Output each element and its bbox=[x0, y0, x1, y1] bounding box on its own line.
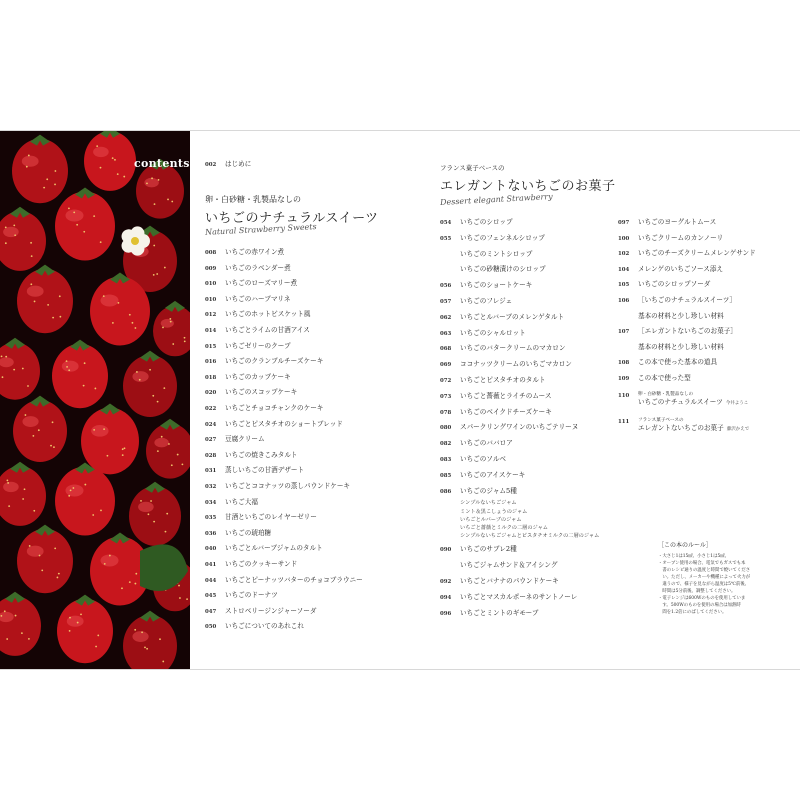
strawberry-shape bbox=[0, 592, 41, 656]
page-number: 014 bbox=[205, 328, 217, 334]
entry-title: いちごのドーナツ bbox=[225, 591, 278, 600]
toc-entry bbox=[618, 280, 710, 290]
toc-entry bbox=[440, 545, 517, 555]
entry-title: いちご大福 bbox=[225, 497, 258, 506]
entry-title: いちごのベイクドチーズケーキ bbox=[460, 407, 552, 416]
page-number: 054 bbox=[440, 220, 452, 226]
toc-entry bbox=[440, 281, 532, 291]
page-number: 110 bbox=[618, 392, 630, 399]
toc-entry bbox=[440, 313, 564, 323]
strawberry-shape bbox=[55, 188, 115, 261]
entry-title: いちごとバナナのパウンドケーキ bbox=[460, 577, 559, 585]
toc-entry bbox=[205, 529, 271, 539]
entry-title: いちごのミントシロップ bbox=[460, 249, 533, 258]
rule-line: 時間は5分前後、調整してください。 bbox=[658, 589, 736, 594]
entry-title: いちごとピスタチオのショートブレッド bbox=[225, 419, 343, 428]
toc-entry bbox=[618, 374, 691, 384]
jam-variant: シンプルないちごジャム bbox=[460, 500, 517, 507]
page-number: 008 bbox=[205, 250, 217, 256]
toc-entry bbox=[618, 343, 724, 352]
page-number: 045 bbox=[205, 593, 217, 600]
intro-entry: 002 はじめに bbox=[205, 160, 252, 168]
toc-entry bbox=[440, 408, 552, 418]
strawberry-shape bbox=[17, 265, 73, 334]
rule-line: す。500Wのものを使用の場合は加熱時 bbox=[658, 603, 741, 608]
toc-entry bbox=[205, 498, 258, 508]
section1-title: いちごのナチュラルスイーツ bbox=[205, 211, 379, 226]
section2-subtitle: フランス菓子ベースの bbox=[440, 164, 505, 172]
entry-title: いちごと薔薇とライチのムース bbox=[460, 391, 552, 400]
page-number: 062 bbox=[440, 314, 452, 321]
entry-title: いちごのジャム5種 bbox=[460, 486, 517, 495]
toc-entry bbox=[440, 593, 577, 603]
entry-title: いちごジャムサンド＆アイシング bbox=[460, 561, 558, 570]
toc-entry bbox=[440, 561, 557, 570]
page-number: 055 bbox=[440, 235, 452, 242]
page-number: 015 bbox=[205, 343, 217, 350]
rule-line: い。ただし、メーカーや機種によって火力が bbox=[658, 575, 751, 580]
rule-line: 書のレシピ通りの温度と時間で焼いてくださ bbox=[658, 568, 751, 573]
page-number: 092 bbox=[440, 579, 452, 585]
page-number: 104 bbox=[618, 266, 630, 273]
entry-title: いちごのシャルロット bbox=[460, 328, 526, 337]
toc-entry bbox=[440, 360, 572, 370]
entry-title: いちごのショートケーキ bbox=[460, 281, 533, 290]
entry-title: いちごのホットビスケット風 bbox=[225, 310, 311, 319]
page-number: 024 bbox=[205, 421, 217, 428]
entry-title: いちごのアイスケーキ bbox=[460, 470, 526, 479]
author-credit bbox=[618, 418, 749, 434]
page-number: 031 bbox=[205, 468, 217, 475]
credit-author: 藤沢かえで bbox=[726, 426, 750, 432]
entry-title: 蒸しいちごの甘酒デザート bbox=[225, 466, 305, 475]
toc-entry bbox=[440, 344, 566, 354]
entry-title: この本で使った型 bbox=[638, 374, 691, 382]
entry-title: ［いちごのナチュラルスイーツ］ bbox=[638, 296, 736, 304]
entry-title: いちごのスコップケーキ bbox=[225, 388, 298, 397]
toc-entry bbox=[205, 435, 265, 445]
toc-entry bbox=[440, 487, 517, 497]
page-number: 035 bbox=[205, 515, 217, 522]
entry-title: メレンゲのいちごソース添え bbox=[638, 264, 724, 273]
page-number: 102 bbox=[618, 251, 630, 258]
entry-title: いちごのラベンダー煮 bbox=[225, 263, 291, 272]
strawberry-shape bbox=[12, 135, 68, 204]
jam-variant: いちごと薔薇とミルクの二層のジャム bbox=[460, 525, 548, 531]
page-number: 016 bbox=[205, 359, 217, 366]
entry-title: いちごのローズマリー煮 bbox=[225, 279, 298, 288]
page-number: 057 bbox=[440, 299, 452, 305]
page-number: 069 bbox=[440, 362, 452, 369]
toc-entry bbox=[205, 357, 323, 367]
entry-title: ストロベリージンジャーソーダ bbox=[225, 606, 317, 615]
page-number: 009 bbox=[205, 265, 217, 272]
entry-title: いちごの砂糖漬けのシロップ bbox=[460, 265, 546, 274]
entry-title: 基本の材料と少し珍しい材料 bbox=[638, 342, 724, 351]
toc-entry bbox=[205, 466, 304, 476]
entry-title: いちごのチーズクリームメレンゲサンド bbox=[638, 249, 756, 258]
toc-entry bbox=[205, 482, 350, 492]
rule-line: 間を1.2倍にのばしてください。 bbox=[658, 610, 727, 615]
page-number: 086 bbox=[440, 488, 452, 495]
entry-title: いちごとルバーブのメレンゲタルト bbox=[460, 312, 565, 321]
page-number: 096 bbox=[440, 610, 452, 617]
page-number: 090 bbox=[440, 547, 452, 554]
page-number: 063 bbox=[440, 330, 452, 337]
entry-title: いちごとミントのギモーブ bbox=[460, 608, 539, 617]
entry-title: いちごのサブレ2種 bbox=[460, 545, 517, 554]
rule-line: ・大さじ1は15㎖、小さじ1は5㎖。 bbox=[658, 554, 730, 559]
section2-title: エレガントないちごのお菓子 bbox=[440, 179, 616, 194]
credit-title: いちごのナチュラルスイーツ bbox=[638, 397, 723, 406]
entry-title: いちごとライムの甘酒アイス bbox=[225, 326, 310, 334]
toc-entry bbox=[440, 376, 546, 386]
page-number: 028 bbox=[205, 452, 217, 459]
strawberry-shape bbox=[81, 404, 139, 475]
toc-entry bbox=[205, 373, 291, 383]
section2-script: Dessert elegant Strawberry bbox=[439, 192, 553, 207]
entry-title: いちごクリームのカンノーリ bbox=[638, 233, 724, 242]
toc-entry bbox=[205, 248, 284, 258]
toc-entry bbox=[440, 265, 546, 274]
toc-entry bbox=[205, 622, 304, 632]
toc-entry bbox=[618, 234, 723, 244]
section1-subtitle: 卵・白砂糖・乳製品なしの bbox=[205, 195, 301, 204]
page-number: 100 bbox=[618, 235, 630, 242]
strawberry-shape bbox=[0, 338, 40, 400]
toc-entry bbox=[440, 471, 525, 481]
page-number: 034 bbox=[205, 499, 217, 506]
entry-title: いちごとココナッツの蒸しパウンドケーキ bbox=[225, 482, 351, 490]
page-number: 036 bbox=[205, 530, 217, 537]
toc-entry bbox=[205, 576, 363, 586]
page-number: 044 bbox=[205, 577, 217, 584]
entry-title: いちごのクランブルチーズケーキ bbox=[225, 357, 324, 366]
strawberry-shape bbox=[129, 482, 181, 546]
entry-title: この本で使った基本の道具 bbox=[638, 358, 718, 367]
page-number: 041 bbox=[205, 562, 217, 568]
toc-entry bbox=[618, 249, 756, 259]
toc-entry bbox=[440, 218, 513, 228]
entry-title: いちごのヨーグルトムース bbox=[638, 218, 717, 226]
credit-subtitle: 卵・白砂糖・乳製品なしの bbox=[638, 391, 694, 397]
toc-entry bbox=[618, 265, 723, 275]
entry-title: いちごのバタークリームのマカロン bbox=[460, 344, 566, 353]
credit-subtitle: フランス菓子ベースの bbox=[638, 417, 684, 423]
entry-title: いちごのカップケーキ bbox=[225, 372, 291, 381]
toc-entry bbox=[440, 234, 545, 244]
entry-title: いちごについてのあれこれ bbox=[225, 622, 304, 631]
page-number: 107 bbox=[618, 329, 630, 336]
toc-entry bbox=[205, 388, 297, 398]
page-number: 020 bbox=[205, 390, 217, 397]
toc-entry bbox=[205, 404, 323, 414]
page-number: 050 bbox=[205, 624, 217, 631]
toc-entry bbox=[205, 591, 278, 601]
page-number: 105 bbox=[618, 282, 630, 289]
toc-entry bbox=[205, 560, 297, 570]
entry-title: 豆腐クリーム bbox=[225, 435, 265, 444]
rule-line: ・オーブン使用の場合、電気でもガスでも本 bbox=[658, 561, 746, 566]
page-number: 040 bbox=[205, 546, 217, 553]
page-number: 056 bbox=[440, 283, 452, 290]
author-credit bbox=[618, 392, 748, 408]
strawberry-shape bbox=[84, 131, 136, 191]
toc-entry bbox=[440, 392, 551, 402]
page-number: 078 bbox=[440, 409, 452, 416]
credit-author: 今井ようこ bbox=[725, 400, 749, 406]
entry-title: いちごとマスカルポーネのサントノーレ bbox=[460, 592, 578, 601]
entry-title: いちごとチョコチャンクのケーキ bbox=[225, 404, 324, 412]
toc-entry bbox=[618, 312, 724, 321]
strawberry-shape bbox=[0, 207, 46, 271]
toc-entry bbox=[205, 607, 316, 617]
toc-entry bbox=[205, 342, 291, 352]
entry-title: いちごとピーナッツバターのチョコブラウニー bbox=[225, 575, 363, 584]
rules-title: ［この本のルール］ bbox=[658, 542, 712, 549]
section1-script: Natural Strawberry Sweets bbox=[204, 222, 317, 237]
entry-title: いちごのババロア bbox=[460, 439, 513, 448]
toc-entry bbox=[440, 609, 539, 619]
toc-entry bbox=[205, 264, 291, 274]
strawberry-shape bbox=[123, 611, 177, 669]
page-number: 068 bbox=[440, 346, 452, 353]
toc-entry bbox=[440, 250, 532, 259]
page-number: 010 bbox=[205, 281, 217, 288]
entry-title: いちごのフェンネルシロップ bbox=[460, 233, 545, 242]
toc-entry bbox=[618, 296, 736, 306]
toc-entry bbox=[618, 218, 716, 228]
toc-entry bbox=[618, 327, 737, 337]
page-number: 083 bbox=[440, 457, 452, 463]
strawberry-shape bbox=[153, 301, 190, 356]
entry-title: いちごの焼きこみタルト bbox=[225, 450, 298, 459]
entry-title: スパークリングワインのいちごテリーヌ bbox=[460, 423, 579, 432]
page-number: 027 bbox=[205, 437, 217, 444]
entry-title: いちごゼリーのクープ bbox=[225, 341, 291, 350]
entry-title: いちごのシロップソーダ bbox=[638, 280, 711, 289]
strawberry-shape bbox=[146, 419, 190, 479]
page-number: 097 bbox=[618, 220, 630, 226]
page-number: 106 bbox=[618, 298, 630, 304]
strawberry-shape bbox=[17, 525, 73, 594]
jam-variant: シンプルないちごジャムとピスタチオミルクの二層のジャム bbox=[460, 533, 600, 540]
entry-title: ［エレガントないちごのお菓子］ bbox=[638, 327, 737, 336]
rules-lines bbox=[658, 553, 800, 616]
page-number: 080 bbox=[440, 425, 452, 432]
credit-title: エレガントないちごのお菓子 bbox=[638, 423, 724, 432]
page-number: 111 bbox=[618, 418, 630, 425]
entry-title: いちごとピスタチオのタルト bbox=[460, 376, 546, 384]
strawberry-shape bbox=[0, 462, 46, 526]
toc-entry bbox=[205, 295, 290, 305]
jam-variant: ミント＆黒こしょうのジャム bbox=[460, 508, 528, 515]
toc-entry bbox=[440, 455, 506, 465]
page-number: 018 bbox=[205, 374, 217, 381]
toc-entry bbox=[440, 329, 526, 339]
toc-entry bbox=[205, 513, 317, 523]
entry-title: いちごのフレジェ bbox=[460, 297, 513, 305]
toc-entry bbox=[205, 279, 297, 289]
page-number: 094 bbox=[440, 594, 452, 601]
entry-title: 甘酒といちごのレイヤーゼリー bbox=[225, 513, 317, 522]
rule-line: 違うので、様子を見ながら温度は5℃前後、 bbox=[658, 582, 750, 587]
page-number: 012 bbox=[205, 312, 217, 319]
page-number: 022 bbox=[205, 406, 217, 412]
toc-entry bbox=[205, 326, 310, 336]
page-number: 047 bbox=[205, 608, 217, 615]
entry-title: いちごのシロップ bbox=[460, 218, 513, 226]
entry-title: いちごのクッキーサンド bbox=[225, 560, 298, 568]
page-number: 032 bbox=[205, 484, 217, 490]
rule-line: ・電子レンジは600Wのものを使用していま bbox=[658, 596, 746, 601]
entry-title: いちごの赤ワイン煮 bbox=[225, 248, 285, 256]
strawberry-shape bbox=[123, 351, 177, 417]
page-number: 010 bbox=[205, 296, 217, 303]
page-number: 085 bbox=[440, 472, 452, 479]
entry-title: 基本の材料と少し珍しい材料 bbox=[638, 311, 724, 320]
toc-entry bbox=[618, 358, 717, 368]
toc-entry bbox=[205, 310, 310, 320]
toc-entry bbox=[205, 544, 323, 554]
contents-label: contents bbox=[134, 157, 190, 170]
strawberry-shape bbox=[52, 340, 108, 409]
toc-entry bbox=[440, 577, 559, 587]
page-number: 082 bbox=[440, 441, 452, 448]
strawberry-shape bbox=[13, 396, 67, 462]
entry-title: いちごのソルベ bbox=[460, 455, 507, 463]
page-number: 073 bbox=[440, 393, 452, 400]
book-rules bbox=[658, 540, 800, 616]
entry-title: いちごの琥珀糖 bbox=[225, 528, 272, 537]
contents-page-left bbox=[205, 131, 425, 669]
strawberry-photo bbox=[0, 131, 190, 669]
entry-title: いちごのハーブマリネ bbox=[225, 294, 291, 303]
page-number: 072 bbox=[440, 378, 452, 384]
entry-title: ココナッツクリームのいちごマカロン bbox=[460, 360, 572, 369]
toc-entry bbox=[440, 423, 578, 433]
page-number: 109 bbox=[618, 376, 630, 382]
page-number: 108 bbox=[618, 360, 630, 367]
strawberry-shape bbox=[57, 595, 113, 664]
toc-entry bbox=[205, 451, 298, 461]
toc-entry bbox=[205, 420, 343, 430]
jam-variant: いちごとルバーブのジャム bbox=[460, 516, 522, 523]
entry-title: いちごとルバーブジャムのタルト bbox=[225, 544, 323, 553]
toc-entry bbox=[440, 297, 512, 307]
toc-entry bbox=[440, 439, 513, 449]
